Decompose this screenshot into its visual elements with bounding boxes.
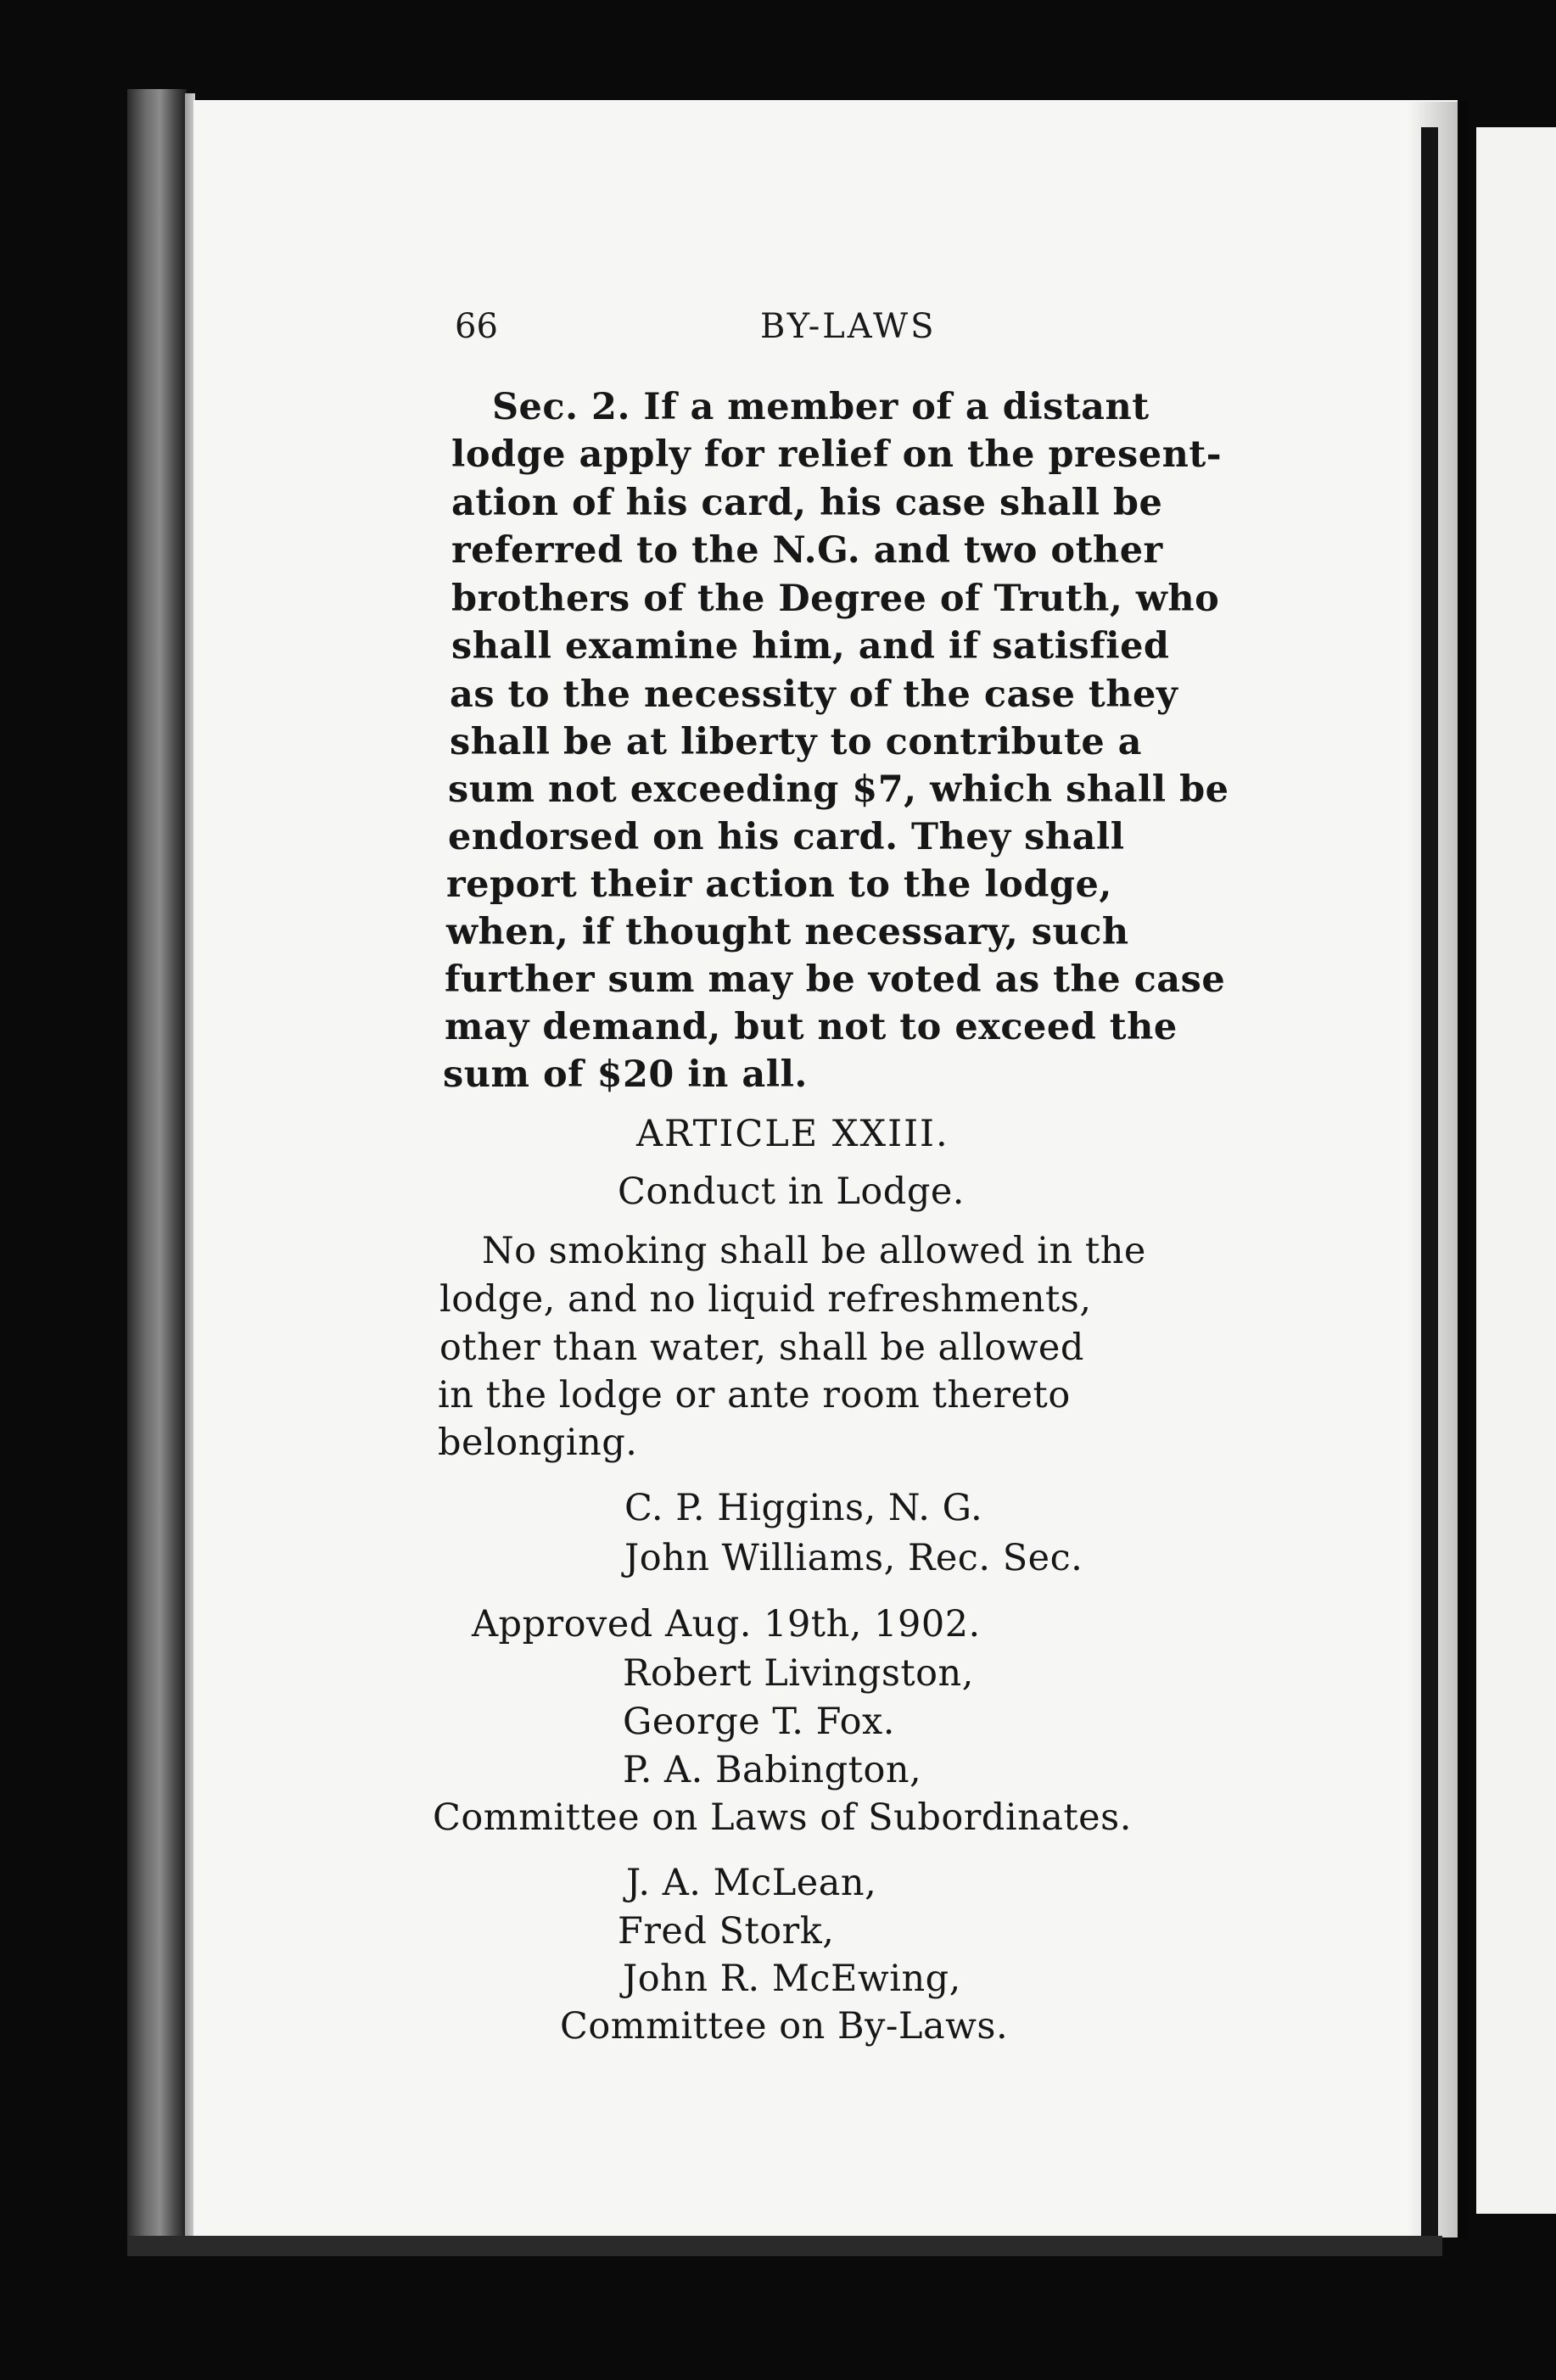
- committee-member: Fred Stork,: [618, 1910, 835, 1953]
- section-2-line: ation of his card, his case shall be: [451, 482, 1163, 524]
- page-number: 66: [455, 307, 498, 346]
- committee-member: Robert Livingston,: [623, 1652, 974, 1695]
- section-2-line: report their action to the lodge,: [446, 863, 1112, 906]
- book-spine: [127, 89, 187, 2243]
- article-line: other than water, shall be allowed: [439, 1327, 1084, 1369]
- article-line: lodge, and no liquid refreshments,: [439, 1278, 1092, 1321]
- committee-title: Committee on Laws of Subordinates.: [433, 1796, 1132, 1839]
- article-heading: ARTICLE XXIII.: [636, 1113, 949, 1155]
- section-2-line: shall be at liberty to contribute a: [450, 721, 1143, 763]
- section-2-line: sum not exceeding $7, which shall be: [448, 768, 1229, 811]
- article-subheading: Conduct in Lodge.: [618, 1170, 965, 1213]
- book-gutter: [1421, 127, 1438, 2256]
- section-2-line: when, if thought necessary, such: [446, 911, 1129, 953]
- page-bottom-edge: [127, 2236, 1442, 2256]
- committee-member: John R. McEwing,: [623, 1958, 961, 2000]
- section-2-line: Sec. 2. If a member of a distant: [492, 386, 1150, 428]
- signer-line: John Williams, Rec. Sec.: [624, 1537, 1083, 1579]
- approved-date: Approved Aug. 19th, 1902.: [472, 1603, 981, 1645]
- committee-member: J. A. McLean,: [626, 1862, 877, 1904]
- section-2-line: referred to the N.G. and two other: [451, 529, 1163, 572]
- article-line: belonging.: [438, 1422, 638, 1464]
- page-shadow: [1408, 102, 1468, 2239]
- signer-line: C. P. Higgins, N. G.: [624, 1487, 983, 1529]
- running-title: BY-LAWS: [760, 307, 937, 346]
- section-2-line: lodge apply for relief on the present-: [451, 433, 1223, 476]
- section-2-line: as to the necessity of the case they: [450, 673, 1178, 716]
- section-2-line: may demand, but not to exceed the: [445, 1006, 1178, 1048]
- committee-member: George T. Fox.: [623, 1701, 895, 1743]
- section-2-line: sum of $20 in all.: [443, 1053, 808, 1096]
- committee-title: Committee on By-Laws.: [560, 2005, 1009, 2048]
- committee-member: P. A. Babington,: [623, 1749, 922, 1791]
- section-2-line: further sum may be voted as the case: [445, 958, 1226, 1001]
- article-line: No smoking shall be allowed in the: [482, 1230, 1146, 1272]
- section-2-line: endorsed on his card. They shall: [448, 816, 1125, 858]
- section-2-line: shall examine him, and if satisfied: [451, 625, 1170, 668]
- section-2-line: brothers of the Degree of Truth, who: [451, 578, 1220, 620]
- facing-page: [1476, 127, 1556, 2214]
- article-line: in the lodge or ante room thereto: [438, 1374, 1071, 1416]
